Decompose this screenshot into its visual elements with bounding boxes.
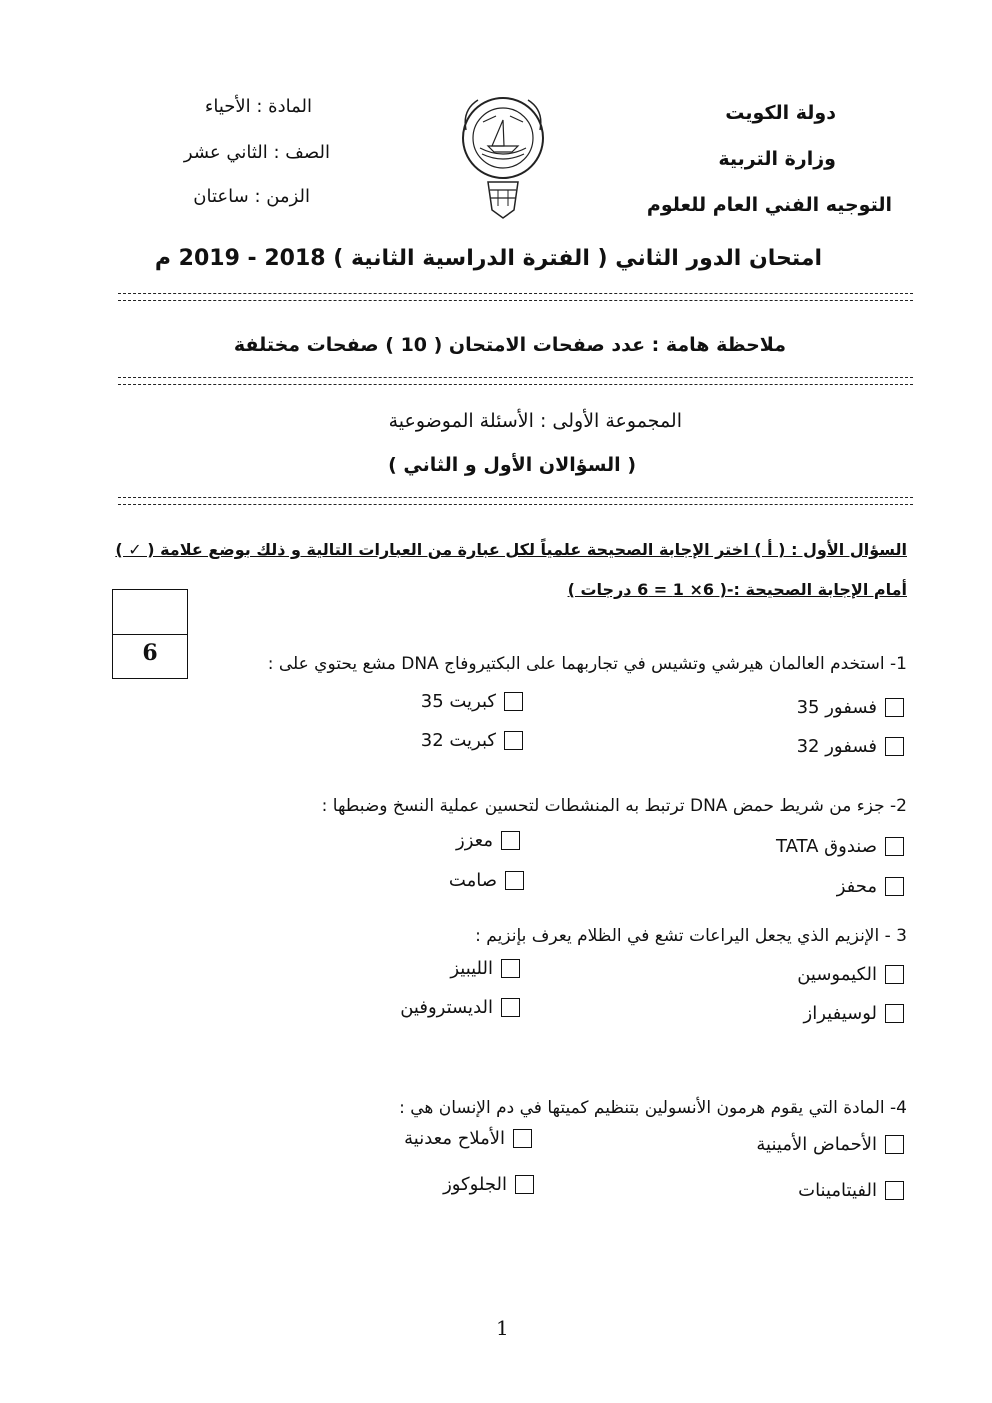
checkbox[interactable] xyxy=(885,837,904,856)
item-3-option-4[interactable] xyxy=(400,997,520,1018)
item-4-option-2[interactable] xyxy=(404,1128,532,1149)
checkbox[interactable] xyxy=(885,1004,904,1023)
checkbox[interactable] xyxy=(504,731,523,750)
item-4-option-4[interactable] xyxy=(443,1174,534,1195)
page-number: 1 xyxy=(496,1316,509,1340)
kuwait-emblem-icon xyxy=(458,90,548,222)
item-2-option-2[interactable] xyxy=(456,830,520,851)
header-grade: الصف : الثاني عشر xyxy=(183,142,330,163)
score-box xyxy=(112,589,188,679)
item-1-option-2[interactable] xyxy=(421,691,523,712)
item-1-text: 1- استخدم العالمان هيرشي وتشيس في تجاربهما على البكتيروفاج DNA مشع يحتوي على : xyxy=(267,654,907,674)
checkbox[interactable] xyxy=(513,1129,532,1148)
separator-line xyxy=(118,377,913,385)
item-4-option-3[interactable] xyxy=(798,1180,904,1201)
option-label: الجلوكوز xyxy=(443,1174,507,1195)
header-time: الزمن : ساعتان xyxy=(193,186,310,207)
checkbox[interactable] xyxy=(885,877,904,896)
option-label: محفز xyxy=(836,876,877,897)
header-subject: المادة : الأحياء xyxy=(204,96,312,117)
checkbox[interactable] xyxy=(504,692,523,711)
option-label: الكيموسين xyxy=(797,964,877,985)
option-label: صندوق TATA xyxy=(776,836,877,857)
header-department: التوجيه الفني العام للعلوم xyxy=(646,194,892,216)
separator-line xyxy=(118,497,913,505)
item-3-option-2[interactable] xyxy=(450,958,520,979)
item-2-option-3[interactable] xyxy=(837,876,904,897)
item-2-text: 2- جزء من شريط حمض DNA ترتبط به المنشطات لتحسين عملية النسخ وضبطها : xyxy=(321,796,907,816)
option-label: فسفور 32 xyxy=(796,736,877,757)
item-3-option-3[interactable] xyxy=(804,1003,904,1024)
option-label: الليبيز xyxy=(450,958,493,979)
item-2-option-4[interactable] xyxy=(449,870,524,891)
pages-note: ملاحظة هامة : عدد صفحات الامتحان ( 10 ) صفحات مختلفة xyxy=(233,334,786,356)
separator-line xyxy=(118,293,913,301)
option-label: الأملاح معدنية xyxy=(404,1128,505,1149)
checkbox[interactable] xyxy=(885,698,904,717)
question1-instruction: السؤال الأول : ( أ ) اختر الإجابة الصحيحة علمياً لكل عبارة من العبارات التالية و ذلك بوضع علامة ( ✓ ) xyxy=(115,540,907,559)
option-label: فسفور 35 xyxy=(796,697,877,718)
checkbox[interactable] xyxy=(505,871,524,890)
option-label: صامت xyxy=(448,870,497,891)
option-label: كبريت 35 xyxy=(420,691,496,712)
item-2-option-1[interactable] xyxy=(776,836,904,857)
item-4-text: 4- المادة التي يقوم هرمون الأنسولين بتنظيم كميتها في دم الإنسان هي : xyxy=(399,1098,907,1118)
header-ministry: وزارة التربية xyxy=(718,148,836,170)
score-value: 6 xyxy=(142,640,158,666)
score-divider xyxy=(113,634,187,635)
option-label: الأحماض الأمينية xyxy=(756,1134,877,1155)
checkbox[interactable] xyxy=(501,998,520,1017)
group-title: المجموعة الأولى : الأسئلة الموضوعية xyxy=(388,410,682,432)
item-4-option-1[interactable] xyxy=(756,1134,904,1155)
header-country: دولة الكويت xyxy=(725,102,836,124)
question1-instruction-cont: أمام الإجابة الصحيحة :-( 6× 1 = 6 درجات ) xyxy=(567,580,907,599)
checkbox[interactable] xyxy=(885,965,904,984)
exam-title: امتحان الدور الثاني ( الفترة الدراسية الثانية ) 2018 - 2019 م xyxy=(154,246,822,271)
checkbox[interactable] xyxy=(515,1175,534,1194)
option-label: معزز xyxy=(456,830,493,851)
option-label: الفيتامينات xyxy=(798,1180,877,1201)
checkbox[interactable] xyxy=(501,831,520,850)
item-3-text: 3 - الإنزيم الذي يجعل اليراعات تشع في الظلام يعرف بإنزيم : xyxy=(475,926,907,946)
item-1-option-1[interactable] xyxy=(797,697,904,718)
option-label: لوسيفيراز xyxy=(803,1003,877,1024)
item-1-option-4[interactable] xyxy=(421,730,523,751)
checkbox[interactable] xyxy=(885,1181,904,1200)
option-label: الديستروفين xyxy=(400,997,493,1018)
group-subtitle: ( السؤالان الأول و الثاني ) xyxy=(388,454,636,476)
checkbox[interactable] xyxy=(885,737,904,756)
option-label: كبريت 32 xyxy=(420,730,496,751)
checkbox[interactable] xyxy=(501,959,520,978)
item-1-option-3[interactable] xyxy=(797,736,904,757)
checkbox[interactable] xyxy=(885,1135,904,1154)
item-3-option-1[interactable] xyxy=(797,964,904,985)
